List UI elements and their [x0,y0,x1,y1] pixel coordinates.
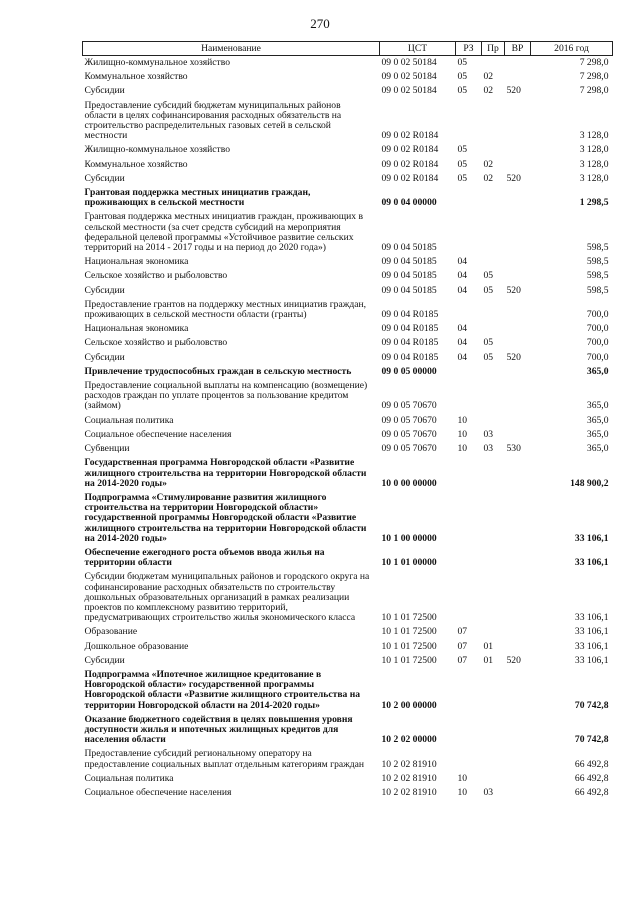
cell-vr [505,625,531,639]
cell-name: Предоставление социальной выплаты на компенсацию (возмещение) расходов граждан по уплате процентов за пользование кредитом (займом) [84,380,368,412]
cell-rz [456,365,482,379]
cell-amount: 3 128,0 [579,158,609,170]
cell-amount: 700,0 [586,309,609,321]
cell-vr [505,668,531,713]
cell-vr [505,456,531,491]
cell-vr [505,210,531,255]
cell-rz: 05 [457,85,468,97]
cell-amount: 598,5 [586,242,609,254]
cell-amount: 598,5 [586,270,609,282]
cell-vr: 520 [506,284,521,296]
cell-cst: 10 1 01 72500 [381,654,437,666]
cell-cst: 09 0 02 R0184 [381,144,439,156]
table-row [83,428,613,442]
cell-name: Предоставление грантов на поддержку местных инициатив граждан, проживающих в сельской местности области (гранты) [84,298,367,321]
cell-rz [456,570,482,625]
cell-cst: 10 1 01 72500 [381,640,437,652]
cell-name: Подпрограмма «Стимулирование развития жилищного строительства на территории Новгородской области» государственной программы Новгородской области «Развитие жилищного строительства на территории Новгородской области на 2014-2020 годы» [84,491,367,544]
cell-rz: 07 [457,654,468,666]
cell-amount: 148 900,2 [570,477,609,489]
cell-name: Сельское хозяйство и рыболовство [84,270,228,282]
column-header-cst: ЦСТ [380,42,456,56]
cell-name: Субсидии [84,85,125,97]
cell-pr [482,143,505,157]
cell-name: Жилищно-коммунальное хозяйство [84,144,231,156]
cell-name: Подпрограмма «Ипотечное жилищное кредитование в Новгородской области» государственной программы Новгородской области «Развитие жилищного строительства на территории Новгородской области на 2014-2020 годы» [84,668,361,711]
cell-pr: 05 [483,351,494,363]
cell-amount: 365,0 [586,400,609,412]
cell-amount: 33 106,1 [574,640,609,652]
cell-pr: 02 [483,71,494,83]
cell-amount: 700,0 [586,351,609,363]
cell-name: Предоставление субсидий бюджетам муниципальных районов области в целях софинансирования расходных обязательств на строительство распределительных газовых сетей в сельской местности [84,99,342,142]
cell-cst: 09 0 02 50184 [381,71,437,83]
cell-name: Жилищно-коммунальное хозяйство [84,57,231,68]
cell-pr [482,365,505,379]
cell-cst: 09 0 02 R0184 [381,130,439,142]
cell-cst: 09 0 05 70670 [381,400,437,412]
cell-cst: 09 0 04 R0185 [381,323,439,335]
table-row [83,298,613,322]
cell-cst: 10 2 00 00000 [381,699,437,711]
cell-vr [505,99,531,144]
cell-rz [456,298,482,322]
cell-pr [482,210,505,255]
cell-amount: 66 492,8 [574,758,609,770]
cell-rz: 04 [457,284,468,296]
cell-pr: 02 [483,85,494,97]
cell-name: Национальная экономика [84,323,189,335]
cell-rz [456,713,482,748]
cell-rz: 04 [457,337,468,349]
cell-amount: 33 106,1 [574,532,609,544]
cell-name: Грантовая поддержка местных инициатив граждан, проживающих в сельской местности [84,187,311,209]
cell-name: Коммунальное хозяйство [84,71,188,83]
budget-table [82,41,613,800]
cell-amount: 598,5 [586,256,609,268]
cell-name: Субсидии [84,172,125,184]
cell-vr [505,713,531,748]
cell-pr [482,379,505,414]
cell-rz: 07 [457,626,468,638]
cell-vr [505,365,531,379]
cell-amount: 7 298,0 [579,71,609,83]
cell-cst: 10 1 01 72500 [381,612,437,624]
cell-amount: 1 298,5 [579,197,609,209]
cell-pr [482,255,505,269]
cell-vr [505,143,531,157]
cell-cst: 09 0 04 50185 [381,242,437,254]
table-row [83,70,613,84]
cell-name: Социальная политика [84,414,174,426]
cell-name: Грантовая поддержка местных инициатив граждан, проживающих в сельской местности (за счет средств субсидий на мероприятия федеральной целевой программы «Устойчивое развитие сельских территорий на 2014 - 2017 годы и на период до 2020 года») [84,211,363,254]
cell-pr [482,414,505,428]
cell-cst: 09 0 02 50184 [381,85,437,97]
cell-name: Государственная программа Новгородской области «Развитие жилищного строительства на территории Новгородской области на 2014-2020 годы» [84,457,367,489]
cell-pr: 03 [483,443,494,455]
cell-cst: 09 0 05 70670 [381,443,437,455]
table-row [83,56,613,71]
cell-name: Субсидии [84,284,125,296]
table-row [83,640,613,654]
cell-cst: 10 0 00 00000 [381,477,437,489]
table-row [83,713,613,748]
cell-vr [505,379,531,414]
cell-rz [456,747,482,771]
cell-vr: 530 [506,443,521,455]
table-row [83,668,613,713]
cell-rz: 10 [457,772,468,784]
cell-cst: 10 1 01 00000 [381,557,437,569]
cell-rz: 04 [457,351,468,363]
cell-name: Оказание бюджетного содействия в целях повышения уровня доступности жилья и ипотечных жилищных кредитов для населения области [84,713,353,746]
cell-cst: 09 0 05 00000 [381,365,437,377]
cell-amount: 365,0 [586,365,609,377]
cell-rz: 10 [457,786,468,798]
cell-pr [482,772,505,786]
table-row [83,625,613,639]
table-row [83,210,613,255]
cell-rz: 04 [457,323,468,335]
cell-rz [456,668,482,713]
table-row [83,365,613,379]
cell-pr: 01 [483,654,494,666]
cell-amount: 70 742,8 [574,734,609,746]
cell-vr [505,158,531,172]
table-row [83,255,613,269]
column-header-year: 2016 год [531,42,613,56]
cell-name: Субвенции [84,443,130,455]
table-row [83,351,613,365]
cell-rz [456,99,482,144]
cell-pr: 05 [483,337,494,349]
cell-name: Социальное обеспечение населения [84,428,232,440]
cell-cst: 09 0 04 R0185 [381,337,439,349]
table-row [83,84,613,98]
cell-name: Предоставление субсидий региональному оператору на предоставление социальных выплат отдельным категориям граждан [84,748,365,770]
cell-amount: 33 106,1 [574,557,609,569]
cell-cst: 10 2 02 81910 [381,786,437,798]
cell-amount: 700,0 [586,337,609,349]
cell-vr [505,491,531,546]
cell-pr: 05 [483,270,494,282]
column-header-vr: ВР [505,42,531,56]
cell-amount: 7 298,0 [579,85,609,97]
table-row [83,491,613,546]
cell-pr: 01 [483,640,494,652]
cell-amount: 66 492,8 [574,786,609,798]
cell-vr [505,747,531,771]
cell-rz [456,186,482,210]
cell-amount: 33 106,1 [574,626,609,638]
cell-pr [482,186,505,210]
cell-vr [505,640,531,654]
cell-vr [505,298,531,322]
cell-rz: 05 [457,172,468,184]
cell-rz: 04 [457,270,468,282]
table-row [83,158,613,172]
table-row [83,186,613,210]
cell-cst: 09 0 04 50185 [381,284,437,296]
table-row [83,442,613,456]
cell-pr [482,491,505,546]
cell-vr: 520 [506,654,521,666]
cell-name: Субсидии [84,654,125,666]
cell-pr [482,713,505,748]
cell-pr [482,668,505,713]
cell-vr [505,56,531,71]
cell-rz [456,491,482,546]
cell-pr [482,456,505,491]
cell-name: Субсидии [84,351,125,363]
cell-vr [505,186,531,210]
cell-name: Привлечение трудоспособных граждан в сельскую местность [84,365,352,377]
cell-name: Коммунальное хозяйство [84,158,188,170]
cell-cst: 09 0 02 50184 [381,57,437,68]
cell-vr: 520 [506,172,521,184]
cell-pr [482,322,505,336]
cell-cst: 09 0 05 70670 [381,428,437,440]
cell-pr: 05 [483,284,494,296]
cell-name: Национальная экономика [84,256,189,268]
cell-rz [456,379,482,414]
cell-cst: 09 0 02 R0184 [381,172,439,184]
cell-name: Социальная политика [84,772,174,784]
cell-pr [482,56,505,71]
cell-pr: 03 [483,428,494,440]
column-header-name: Наименование [83,42,380,56]
cell-rz: 05 [457,144,468,156]
cell-vr [505,414,531,428]
cell-vr [505,269,531,283]
cell-pr [482,546,505,570]
cell-rz: 10 [457,428,468,440]
cell-cst: 10 2 02 00000 [381,734,437,746]
cell-rz [456,210,482,255]
table-row [83,570,613,625]
cell-pr: 02 [483,158,494,170]
table-row [83,654,613,668]
cell-amount: 33 106,1 [574,612,609,624]
cell-vr [505,70,531,84]
column-header-rz: РЗ [456,42,482,56]
cell-vr [505,322,531,336]
cell-name: Дошкольное образование [84,640,189,652]
cell-amount: 3 128,0 [579,172,609,184]
table-row [83,786,613,800]
cell-cst: 09 0 04 R0185 [381,309,439,321]
cell-rz: 05 [457,57,468,68]
cell-vr [505,570,531,625]
cell-pr [482,625,505,639]
cell-cst: 09 0 04 50185 [381,270,437,282]
table-row [83,772,613,786]
cell-amount: 3 128,0 [579,144,609,156]
table-row [83,99,613,144]
cell-name: Обеспечение ежегодного роста объемов ввода жилья на территории области [84,546,325,569]
cell-vr [505,336,531,350]
cell-pr [482,99,505,144]
cell-rz: 05 [457,71,468,83]
cell-vr [505,786,531,800]
cell-cst: 09 0 02 R0184 [381,158,439,170]
cell-cst: 09 0 04 R0185 [381,351,439,363]
cell-cst: 10 1 01 72500 [381,626,437,638]
table-row [83,379,613,414]
table-body [83,56,613,801]
column-header-pr: Пр [482,42,505,56]
table-row [83,747,613,771]
cell-amount: 70 742,8 [574,699,609,711]
page-number: 270 [310,16,330,31]
cell-amount: 700,0 [586,323,609,335]
cell-vr [505,255,531,269]
cell-vr [505,546,531,570]
cell-cst: 10 2 02 81910 [381,758,437,770]
cell-rz: 07 [457,640,468,652]
cell-vr [505,428,531,442]
table-row [83,284,613,298]
cell-amount: 66 492,8 [574,772,609,784]
cell-cst: 10 1 00 00000 [381,532,437,544]
cell-rz: 10 [457,414,468,426]
cell-vr [505,772,531,786]
cell-pr: 03 [483,786,494,798]
cell-name: Социальное обеспечение населения [84,786,232,798]
cell-name: Образование [84,626,138,638]
cell-rz [456,546,482,570]
table-row [83,546,613,570]
table-row [83,269,613,283]
cell-amount: 33 106,1 [574,654,609,666]
cell-pr [482,570,505,625]
cell-amount: 598,5 [586,284,609,296]
cell-rz: 10 [457,443,468,455]
cell-cst: 09 0 04 50185 [381,256,437,268]
table-row [83,336,613,350]
cell-amount: 365,0 [586,414,609,426]
cell-cst: 10 2 02 81910 [381,772,437,784]
cell-cst: 09 0 04 00000 [381,197,437,209]
cell-name: Субсидии бюджетам муниципальных районов и городского округа на софинансирование расходных обязательств по строительству дошкольных образовательных организаций в рамках реализации проектов по комплексному развитию территорий, предусматривающих строительство жилья экономического класса [84,571,370,624]
cell-pr [482,747,505,771]
cell-name: Сельское хозяйство и рыболовство [84,337,228,349]
cell-amount: 3 128,0 [579,130,609,142]
table-row [83,414,613,428]
cell-amount: 365,0 [586,443,609,455]
cell-rz [456,456,482,491]
cell-pr [482,298,505,322]
cell-pr: 02 [483,172,494,184]
cell-rz: 04 [457,256,468,268]
table-row [83,172,613,186]
cell-vr: 520 [506,85,521,97]
cell-vr: 520 [506,351,521,363]
table-row [83,322,613,336]
table-row [83,143,613,157]
table-row [83,456,613,491]
cell-cst: 09 0 05 70670 [381,414,437,426]
table-header [83,42,613,56]
cell-rz: 05 [457,158,468,170]
cell-amount: 365,0 [586,428,609,440]
cell-amount: 7 298,0 [579,57,609,68]
